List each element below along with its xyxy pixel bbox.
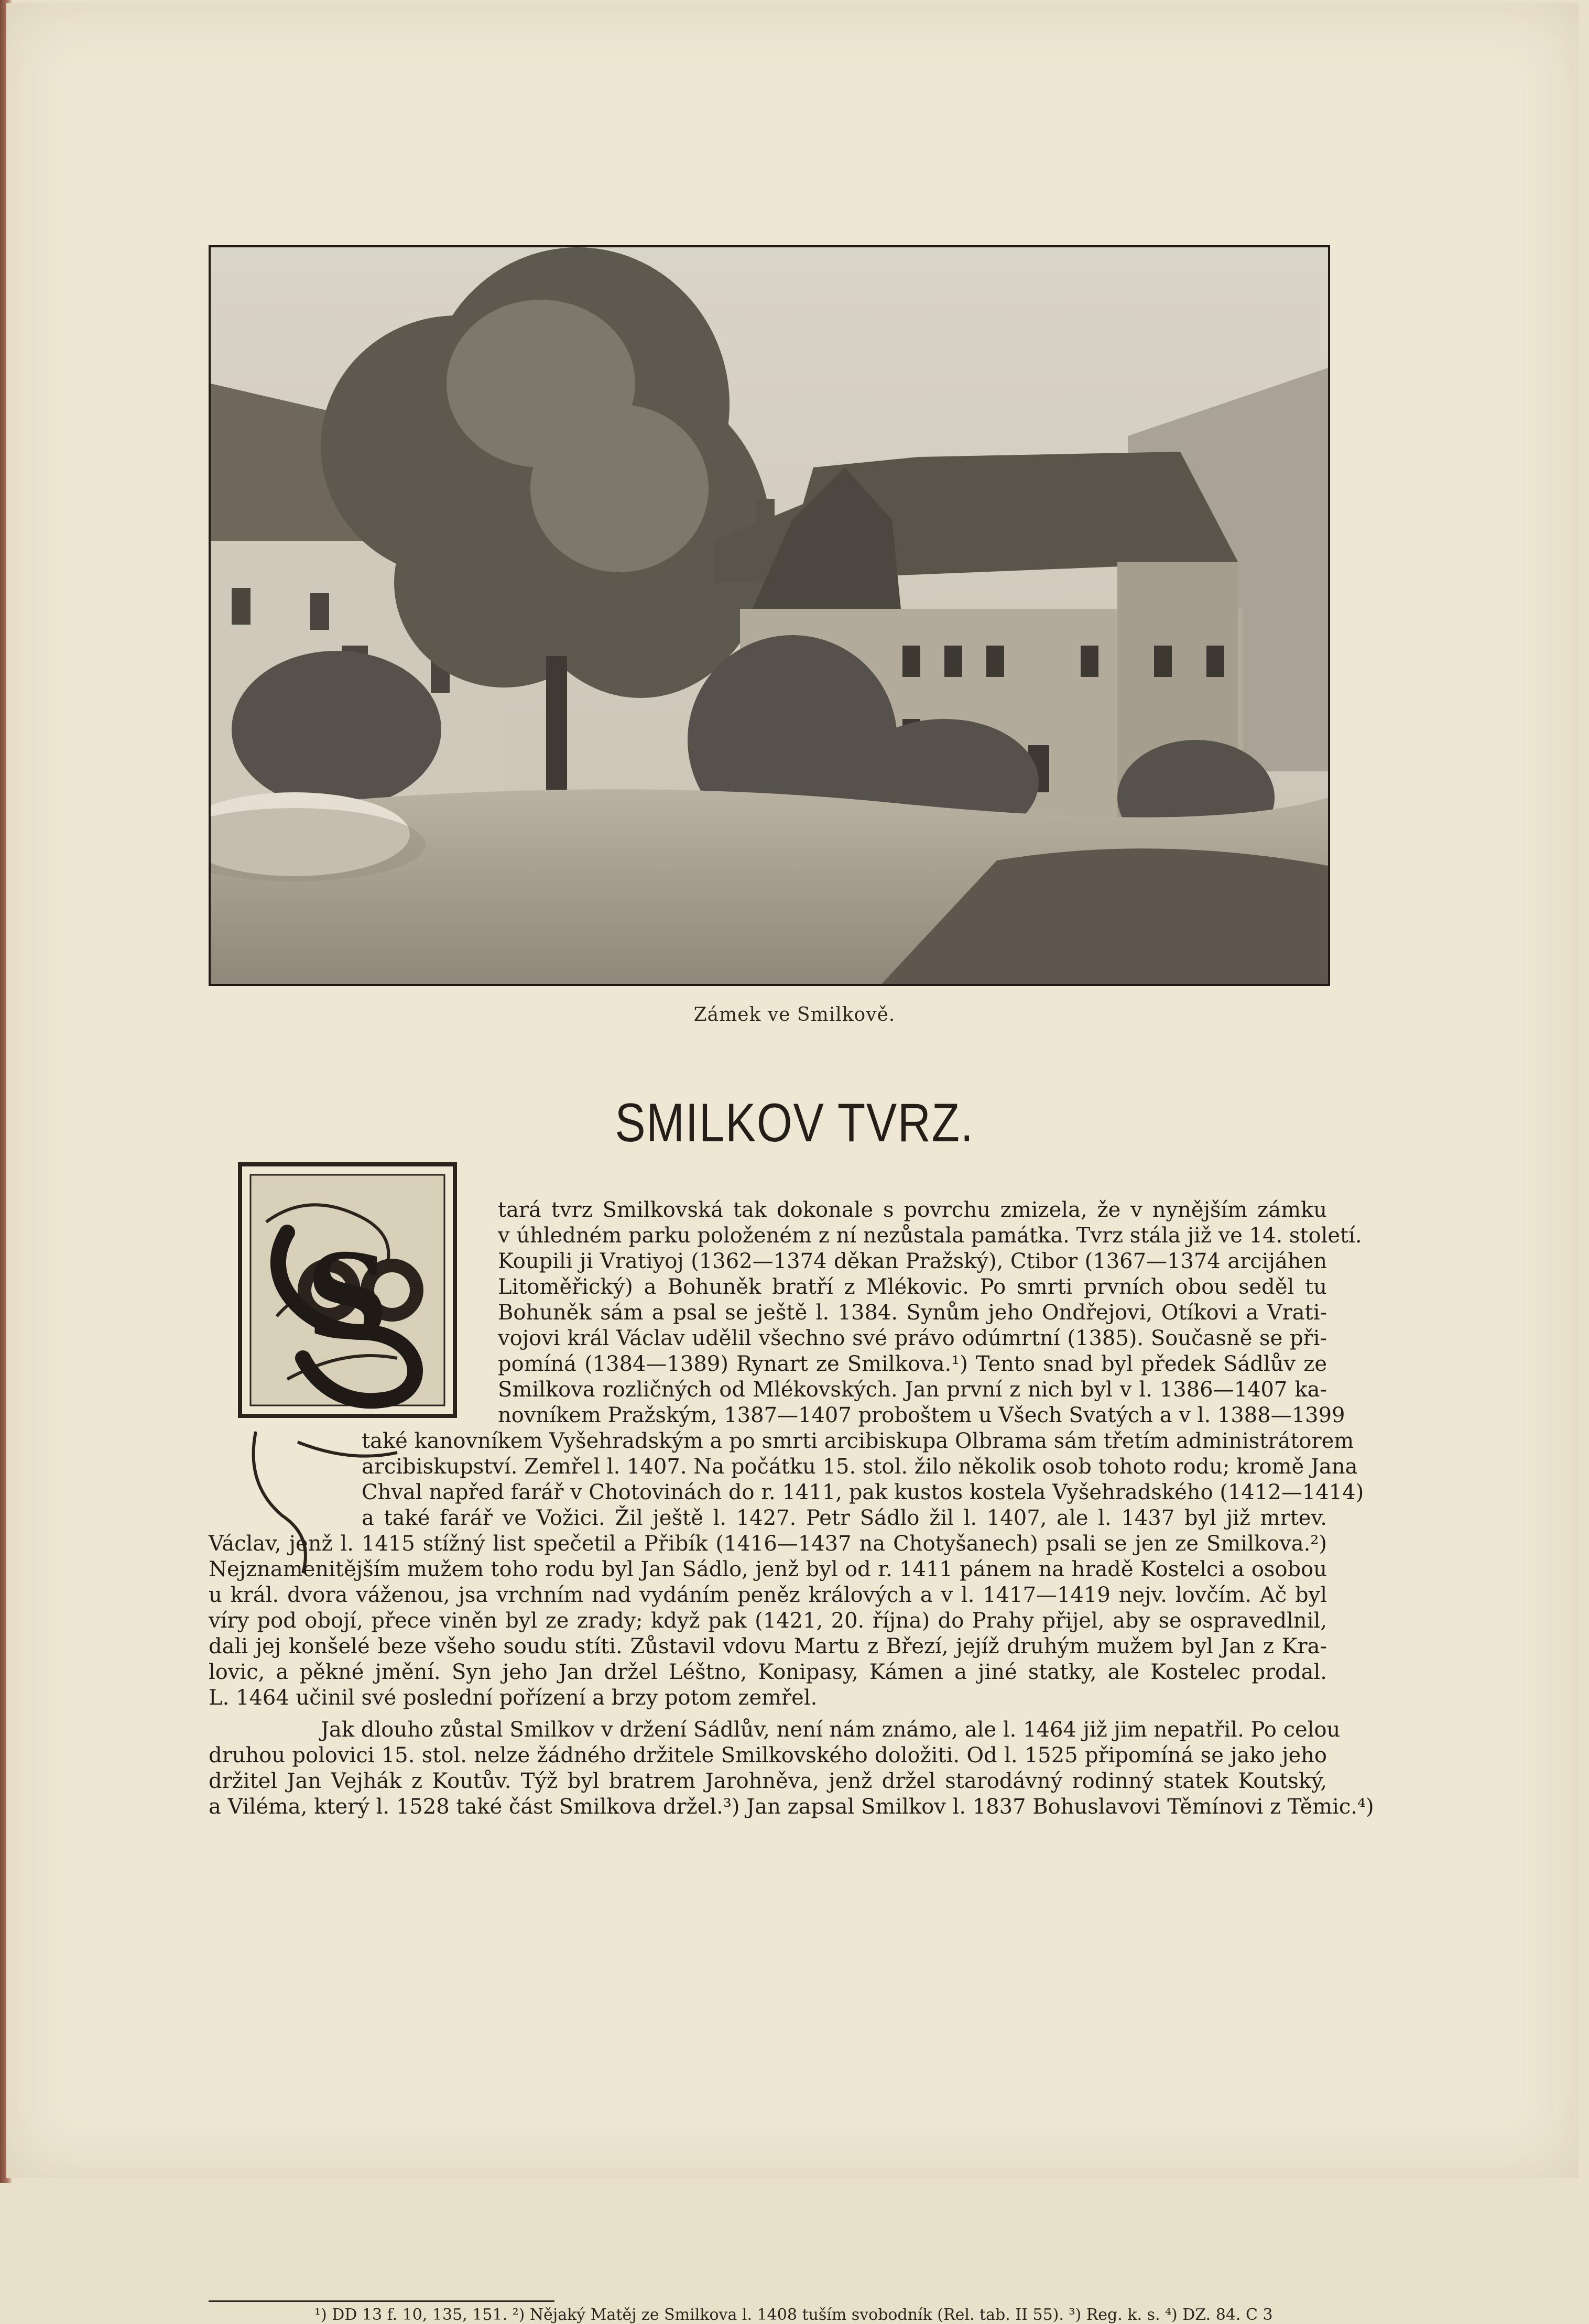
body-line: arcibiskupství. Zemřel l. 1407. Na počátku 15. stol. žilo několik osob tohoto rodu; kromě Jana: [362, 1455, 1358, 1479]
body-line: vojovi král Václav udělil všechno své právo odúmrtní (1385). Současně se při-: [498, 1326, 1327, 1350]
body-line: dali jej konšelé beze všeho soudu stíti. Zůstavil vdovu Martu z Březí, jejíž druhým mužem byl Jan z Kra-: [209, 1634, 1327, 1659]
body-line: Koupili ji Vratiyoj (1362—1374 děkan Pražský), Ctibor (1367—1374 arcijáhen: [498, 1249, 1327, 1273]
footnotes: ¹) DD 13 f. 10, 135, 151. ²) Nějaký Matěj ze Smilkova l. 1408 tuším svobodník (Rel. tab. II 55). ³) Reg. k. s. ⁴) DZ. 84. C 3: [314, 2306, 1273, 2324]
body-line: Nejznamenitějším mužem toho rodu byl Jan Sádlo, jenž byl od r. 1411 pánem na hradě Kostelci a osobou: [209, 1557, 1327, 1581]
body-line: také kanovníkem Vyšehradským a po smrti arcibiskupa Olbrama sám třetím administrátorem: [362, 1429, 1354, 1453]
body-line: v úhledném parku položeném z ní nezůstala památka. Tvrz stála již ve 14. století.: [498, 1224, 1362, 1248]
body-line: držitel Jan Vejhák z Koutův. Týž byl bratrem Jarohněva, jenž držel starodávný rodinný statek Koutský,: [209, 1769, 1327, 1793]
footnote-rule: [209, 2300, 554, 2302]
castle-illustration: [209, 245, 1330, 986]
body-line: a také farář ve Vožici. Žil ještě l. 1427. Petr Sádlo žil l. 1407, ale l. 1437 byl již mrtev.: [362, 1506, 1327, 1530]
body-line: Smilkova rozličných od Mlékovských. Jan první z nich byl v l. 1386—1407 ka-: [498, 1378, 1327, 1402]
body-line: a Viléma, který l. 1528 také část Smilkova držel.³) Jan zapsal Smilkov l. 1837 Bohuslavovi Těmínovi z Těmic.⁴): [209, 1795, 1374, 1819]
body-line: Václav, jenž l. 1415 stížný list spečetil a Přibík (1416—1437 na Chotyšanech) psali se jen ze Smilkova.²): [209, 1532, 1327, 1556]
body-line: Chval napřed farář v Chotovinách do r. 1411, pak kustos kostela Vyšehradského (1412—1414): [362, 1480, 1364, 1504]
body-line: tará tvrz Smilkovská tak dokonale s povrchu zmizela, že v nynějším zámku: [498, 1198, 1327, 1222]
body-line: víry pod obojí, přece viněn byl ze zrady; když pak (1421, 20. října) do Prahy přijel, aby se ospravedlnil,: [209, 1609, 1327, 1633]
article-title: SMILKOV TVRZ.: [615, 1093, 974, 1153]
figure-caption: Zámek ve Smilkově.: [693, 1004, 896, 1025]
body-line: lovic, a pěkné jmění. Syn jeho Jan držel Léštno, Konipasy, Kámen a jiné statky, ale Kostelec prodal.: [209, 1660, 1327, 1684]
body-line: Jak dlouho zůstal Smilkov v držení Sádlův, není nám známo, ale l. 1464 již jim nepatřil. Po celou: [321, 1718, 1341, 1742]
body-line: novníkem Pražským, 1387—1407 proboštem u Všech Svatých a v l. 1388—1399: [498, 1403, 1345, 1427]
body-line: pomíná (1384—1389) Rynart ze Smilkova.¹) Tento snad byl předek Sádlův ze: [498, 1352, 1327, 1376]
initial-letter: S: [306, 1229, 389, 1365]
body-line: Bohuněk sám a psal se ještě l. 1384. Synům jeho Ondřejovi, Otíkovi a Vrati-: [498, 1301, 1327, 1325]
body-line: Litoměřický) a Bohuněk bratří z Mlékovic. Po smrti prvních obou seděl tu: [498, 1275, 1327, 1299]
body-line: L. 1464 učinil své poslední pořízení a brzy potom zemřel.: [209, 1686, 818, 1710]
body-line: u král. dvora váženou, jsa vrchním nad vydáním peněz králových a v l. 1417—1419 nejv. lovčím. Ač byl: [209, 1583, 1327, 1607]
body-line: druhou polovici 15. stol. nelze žádného držitele Smilkovského doložiti. Od l. 1525 připomíná se jako jeho: [209, 1743, 1327, 1767]
